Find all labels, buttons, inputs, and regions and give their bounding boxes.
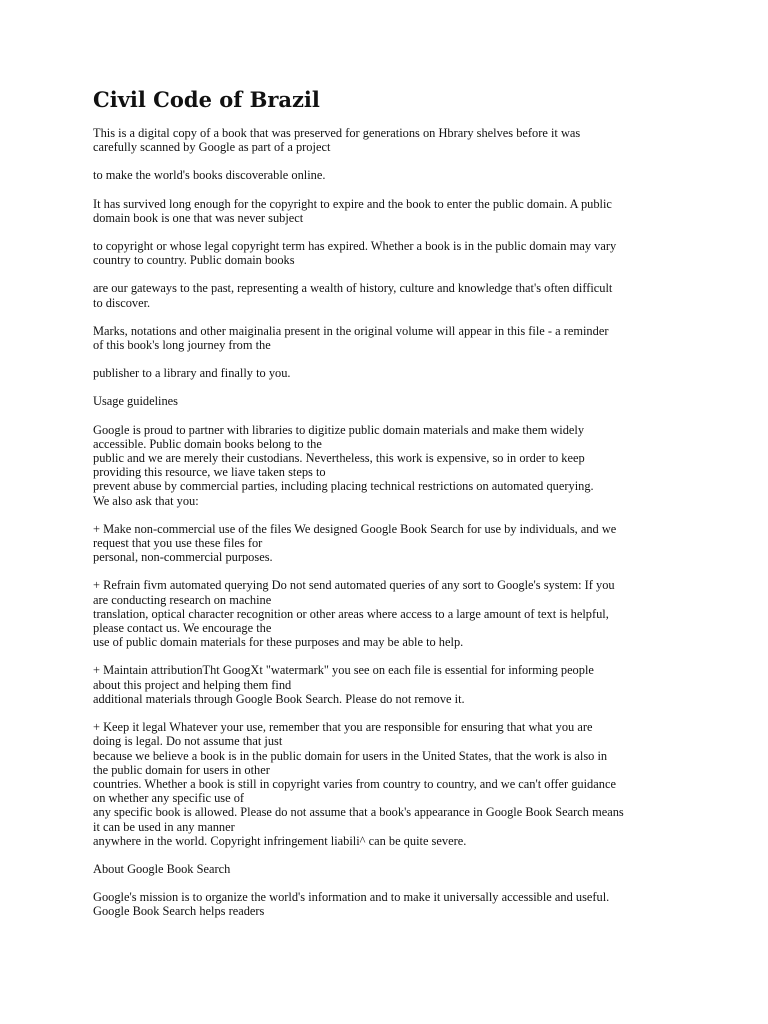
about-heading: About Google Book Search [93, 861, 231, 876]
intro-paragraph-2: to make the world's books discoverable online. [93, 168, 326, 183]
usage-guidelines-heading: Usage guidelines [93, 394, 178, 409]
document-page [93, 86, 683, 933]
intro-paragraph-7: publisher to a library and finally to you. [93, 366, 291, 381]
intro-paragraph-5: are our gateways to the past, representing a wealth of history, culture and knowledge that's often difficult to discover. [93, 281, 613, 310]
document-title: Civil Code of Brazil [93, 87, 320, 112]
about-paragraph: Google's mission is to organize the world's information and to make it universally accessible and useful. Google Book Search helps readers [93, 890, 610, 919]
guideline-keep-it-legal: + Keep it legal Whatever your use, remember that you are responsible for ensuring that what you are doing is legal. Do not assume that just because we believe a book is in the public domain for users in the United States, that the work is also in the public domain for users in other countries. Whether a book is still in copyright varies from country to country, and we can't offer guidance on whether any specific use of any specific book is allowed. Please do not assume that a book's appearance in Google Book Search means it can be used in any manner anywhere in the world. Copyright infringement liabili^ can be quite severe. [93, 720, 624, 848]
guideline-non-commercial: + Make non-commercial use of the files We designed Google Book Search for use by individuals, and we request that you use these files for personal, non-commercial purposes. [93, 521, 617, 565]
guideline-attribution: + Maintain attributionTht GoogXt "watermark" you see on each file is essential for informing people about this project and helping them find additional materials through Google Book Search. Please do not remove it. [93, 663, 594, 706]
guideline-no-automated-querying: + Refrain fivm automated querying Do not send automated queries of any sort to Google's system: If you are conducting research on machine translation, optical character recognition or other areas where access to a large amount of text is helpful, please contact us. We encourage the use of public domain materials for these purposes and may be able to help. [93, 578, 615, 650]
intro-paragraph-3: It has survived long enough for the copyright to expire and the book to enter the public domain. A public domain book is one that was never subject [93, 196, 612, 225]
intro-paragraph-1: This is a digital copy of a book that was preserved for generations on Hbrary shelves before it was carefully scanned by Google as part of a project [93, 126, 581, 155]
intro-paragraph-4: to copyright or whose legal copyright term has expired. Whether a book is in the public domain may vary country to country. Public domain books [93, 239, 617, 268]
usage-guidelines-paragraph: Google is proud to partner with libraries to digitize public domain materials and make them widely accessible. Public domain books belong to the public and we are merely their custodians. Nevertheless, this work is expensive, so in order to keep providing this resource, we liave taken steps to prevent abuse by commercial parties, including placing technical restrictions on automated querying. We also ask that you: [93, 422, 594, 508]
intro-paragraph-6: Marks, notations and other maiginalia present in the original volume will appear in this file - a reminder of this book's long journey from the [93, 323, 609, 353]
